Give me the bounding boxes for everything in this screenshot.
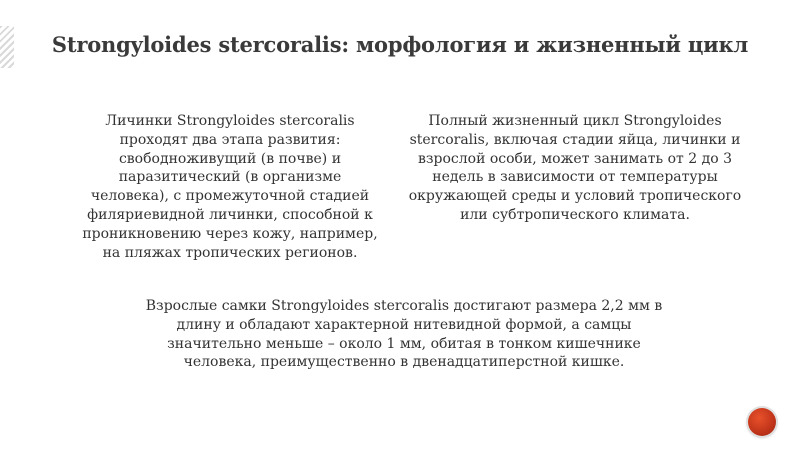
next-slide-button[interactable] [748,408,776,436]
paragraph-right: Полный жизненный цикл Strongyloides stercoralis, включая стадии яйца, личинки и взрослой особи, может занимать от 2 до 3 недель в зависимости от температуры окружающей среды и условий тропического или субтропического климата. [408,113,742,223]
paragraph-bottom: Взрослые самки Strongyloides stercoralis достигают размера 2,2 мм в длину и обладают характерной нитевидной формой, а самцы значительно меньше – около 1 мм, обитая в тонком кишечнике человека, преимущественно в двенадцатиперстной кишке. [145,298,663,371]
paragraph-left: Личинки Strongyloides stercoralis проходят два этапа развития: свободноживущий (в почве) и паразитический (в организме человека), с промежуточной стадией филяриевидной личинки, способной к проникновению через кожу, например, на пляжах тропических регионов. [82,113,378,261]
slide-title: Strongyloides stercoralis: морфология и жизненный цикл [51,32,749,57]
